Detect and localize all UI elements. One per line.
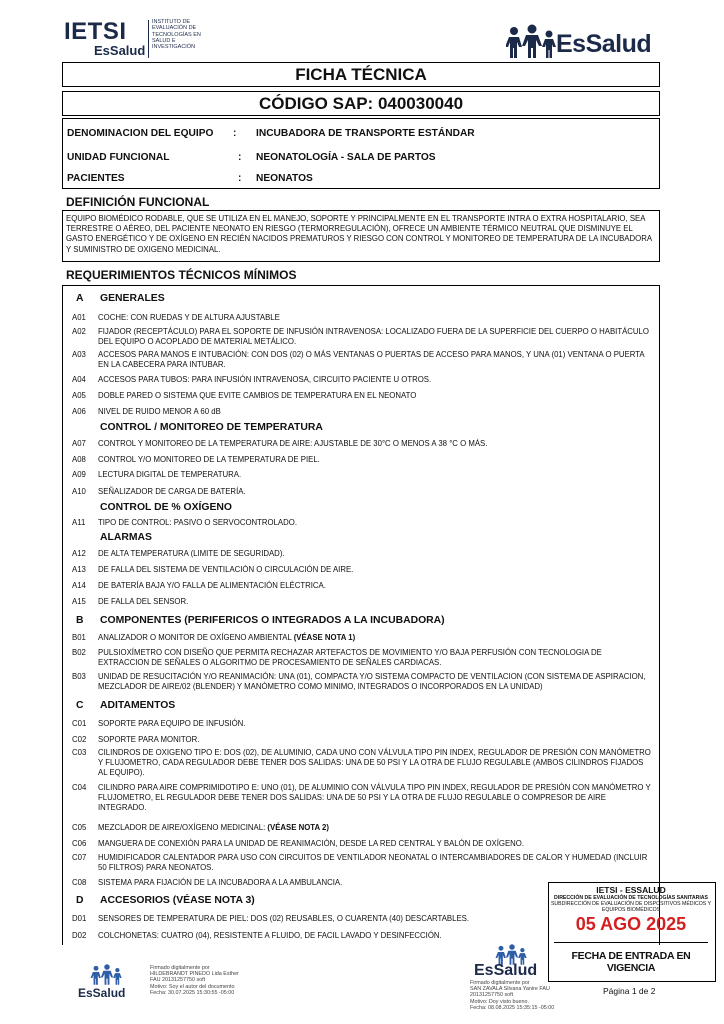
group-letter-b: B xyxy=(76,615,84,626)
definition-text: EQUIPO BIOMÉDICO RODABLE, QUE SE UTILIZA EN EL MANEJO, SOPORTE Y PRINCIPALMENTE EN EL TRANSPORTE INTRA O EXTRA HOSPITALARIO, SEA TERRESTRE O AÉREO, DEL PACIENTE NEONATO EN RIESGO (TERMORREGULACIÓN), OFRECE UN AMBIENTE TÉRMICO NEUTRAL QUE DISMINUYE EL GASTO ENERGÉTICO Y DE OXÍGENO EN RECIÉN NACIDOS PREMATUROS Y RIESGO CON CONTROL Y MONITOREO DE TEMPERATURA DE LA INCUBADORA Y SUMINISTRO DE OXIGENO MEDICINAL. xyxy=(62,210,660,262)
info-label-unit: UNIDAD FUNCIONAL xyxy=(67,152,170,163)
info-value-patients: NEONATOS xyxy=(256,173,313,184)
sap-code: CÓDIGO SAP: 040030040 xyxy=(62,91,660,116)
ietsi-wordmark: IETSI xyxy=(64,18,127,45)
stamp-divider xyxy=(554,942,708,943)
group-title-accesorios: ACCESORIOS (VÉASE NOTA 3) xyxy=(100,895,255,906)
info-colon: : xyxy=(233,128,237,139)
group-title-components: COMPONENTES (PERIFERICOS O INTEGRADOS A LA INCUBADORA) xyxy=(100,615,445,626)
family-figures-icon xyxy=(90,964,124,986)
group-title-oxygen: CONTROL DE % OXÍGENO xyxy=(100,502,233,513)
digital-signature-2: Firmado digitalmente por SAN ZAVALA Silvana Yanire FAU 20131257750 soft Motivo: Doy visto bueno. Fecha: 08.08.2025 15:35:15 -05:00 xyxy=(470,980,555,1011)
stamp-subtitle: DIRECCIÓN DE EVALUACIÓN DE TECNOLOGÍAS SANITARIAS SUBDIRECCIÓN DE EVALUACIÓN DE DISPOSITIVOS MÉDICOS Y EQUIPOS BIOMÉDICOS xyxy=(550,895,712,913)
footer-essalud-logo-mid xyxy=(474,944,554,984)
ietsi-institute-name: INSTITUTO DE EVALUACIÓN DE TECNOLOGÍAS EN SALUD E INVESTIGACIÓN xyxy=(152,19,201,51)
stamp-entry-label: FECHA DE ENTRADA EN VIGENCIA xyxy=(571,950,691,974)
validity-stamp xyxy=(548,882,716,982)
digital-signature-1: Firmado digitalmente por HILDEBRANDT PINEDO Lida Esther FAU 20131257750 soft Motivo: Soy el autor del documento Fecha: 30.07.2025 15:30:55 -05:00 xyxy=(150,965,239,996)
info-value-unit: NEONATOLOGÍA - SALA DE PARTOS xyxy=(256,152,436,163)
group-letter-a: A xyxy=(76,293,84,304)
stamp-date: 05 AGO 2025 xyxy=(575,914,687,934)
group-letter-d: D xyxy=(76,895,84,906)
group-letter-c: C xyxy=(76,700,84,711)
ietsi-logo xyxy=(64,18,214,60)
footer-essalud-wordmark: EsSalud xyxy=(78,986,126,1000)
essalud-wordmark: EsSalud xyxy=(556,30,652,58)
stamp-title: IETSI - ESSALUD xyxy=(596,885,666,895)
footer-essalud-logo-left xyxy=(78,964,128,1004)
info-colon: : xyxy=(238,152,242,163)
ietsi-divider xyxy=(148,20,149,58)
info-colon: : xyxy=(238,173,242,184)
info-label-equipment: DENOMINACION DEL EQUIPO xyxy=(67,128,214,139)
group-title-generales: GENERALES xyxy=(100,293,165,304)
requirements-heading: REQUERIMIENTOS TÉCNICOS MÍNIMOS xyxy=(66,268,297,282)
equipment-info-box xyxy=(62,118,660,189)
page-number: Página 1 de 2 xyxy=(603,986,656,996)
essalud-logo xyxy=(506,22,666,62)
family-figures-icon xyxy=(506,24,558,60)
definition-heading: DEFINICIÓN FUNCIONAL xyxy=(66,195,210,209)
info-value-equipment: INCUBADORA DE TRANSPORTE ESTÁNDAR xyxy=(256,128,475,139)
info-label-patients: PACIENTES xyxy=(67,173,125,184)
group-title-temperature: CONTROL / MONITOREO DE TEMPERATURA xyxy=(100,422,323,433)
group-title-aditamentos: ADITAMENTOS xyxy=(100,700,176,711)
group-title-alarms: ALARMAS xyxy=(100,532,152,543)
ietsi-essalud-text: EsSalud xyxy=(94,43,146,58)
document-title: FICHA TÉCNICA xyxy=(62,62,660,87)
footer-essalud-wordmark: EsSalud xyxy=(474,962,538,979)
